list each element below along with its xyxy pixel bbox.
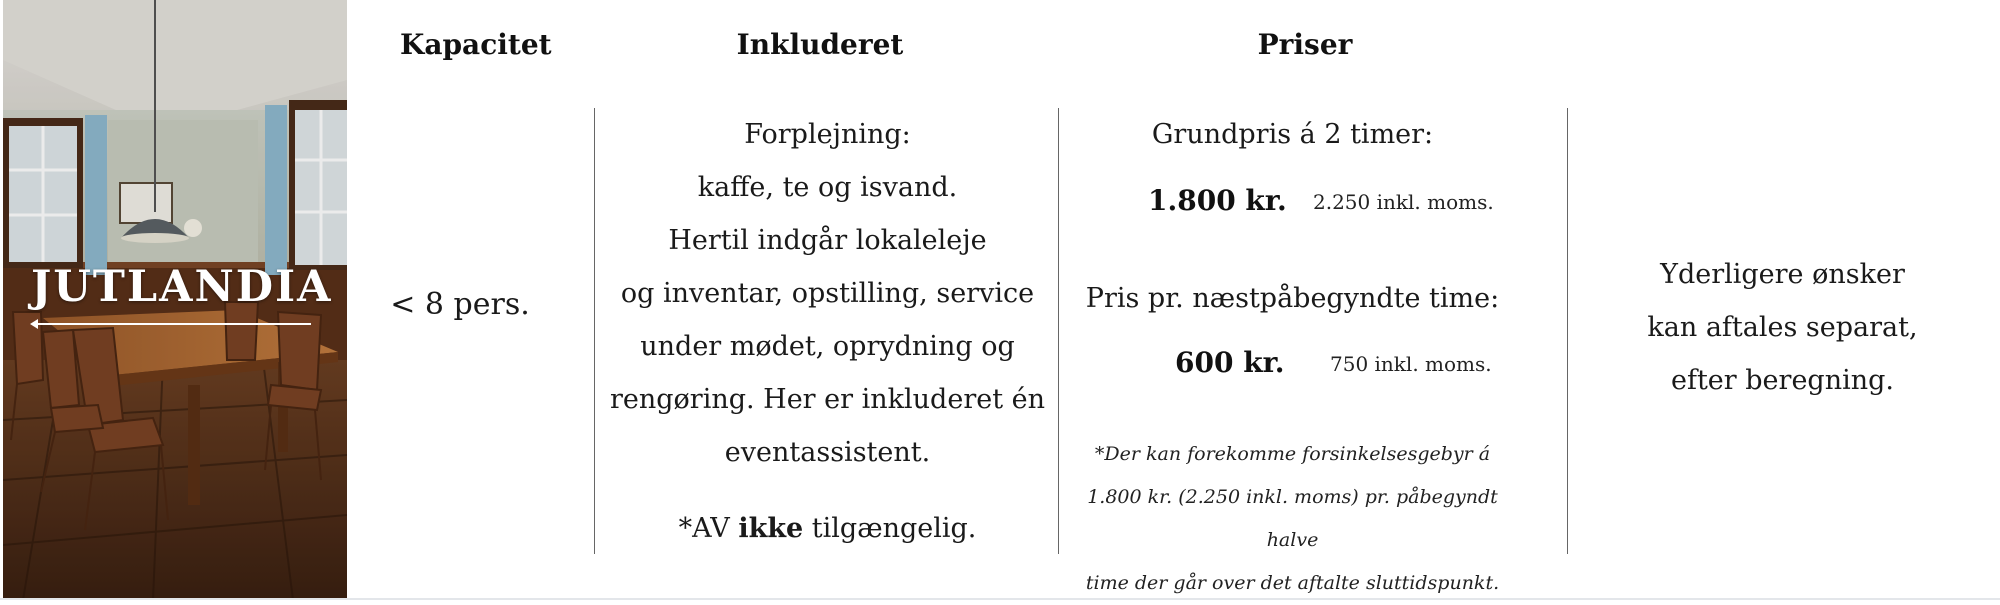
- base-price-value: 1.800 kr.: [1148, 184, 1287, 217]
- included-line: og inventar, opstilling, service: [620, 278, 1035, 309]
- prices-header: Priser: [1257, 28, 1353, 61]
- capacity-value: < 8 pers.: [390, 287, 530, 322]
- capacity-header: Kapacitet: [400, 28, 552, 61]
- included-line: rengøring. Her er inkluderet én: [609, 384, 1046, 415]
- room-name-title: JUTLANDIA: [31, 262, 333, 312]
- extras-description: [1575, 248, 1990, 407]
- included-line: under mødet, oprydning og: [640, 331, 1015, 362]
- av-notice-emphasis: ikke: [738, 513, 804, 544]
- late-fee-note-line: 1.800 kr. (2.250 inkl. moms) pr. påbegyndt halve: [1087, 486, 1498, 551]
- extras-line: efter beregning.: [1670, 365, 1894, 396]
- column-divider: [594, 108, 595, 554]
- hourly-price-incl-vat: 750 inkl. moms.: [1330, 352, 1492, 376]
- included-line: Forplejning:: [744, 119, 911, 150]
- av-notice-suffix: tilgængelig.: [803, 513, 977, 544]
- late-fee-note-line: time der går over det aftalte sluttidspunkt.: [1085, 572, 1500, 594]
- hourly-price-label: Pris pr. næstpåbegyndte time:: [1085, 283, 1500, 314]
- included-line: eventassistent.: [724, 437, 931, 468]
- room-photo: [3, 0, 347, 600]
- late-fee-note-line: *Der kan forekomme forsinkelsesgebyr á: [1094, 443, 1491, 465]
- av-notice: [600, 504, 1055, 554]
- included-header: Inkluderet: [736, 28, 904, 61]
- extras-line: kan aftales separat,: [1647, 312, 1918, 343]
- column-divider: [1058, 108, 1059, 554]
- extras-line: Yderligere ønsker: [1660, 259, 1905, 290]
- included-line: Hertil indgår lokaleleje: [668, 225, 987, 256]
- room-name-underline: [33, 323, 311, 325]
- column-divider: [1567, 108, 1568, 554]
- late-fee-note: [1065, 433, 1520, 605]
- included-line: kaffe, te og isvand.: [697, 172, 958, 203]
- base-price-label: Grundpris á 2 timer:: [1151, 119, 1434, 150]
- base-price-incl-vat: 2.250 inkl. moms.: [1313, 190, 1494, 214]
- included-description: [600, 108, 1055, 479]
- av-notice-prefix: *AV: [678, 513, 739, 544]
- hourly-price-value: 600 kr.: [1175, 346, 1285, 379]
